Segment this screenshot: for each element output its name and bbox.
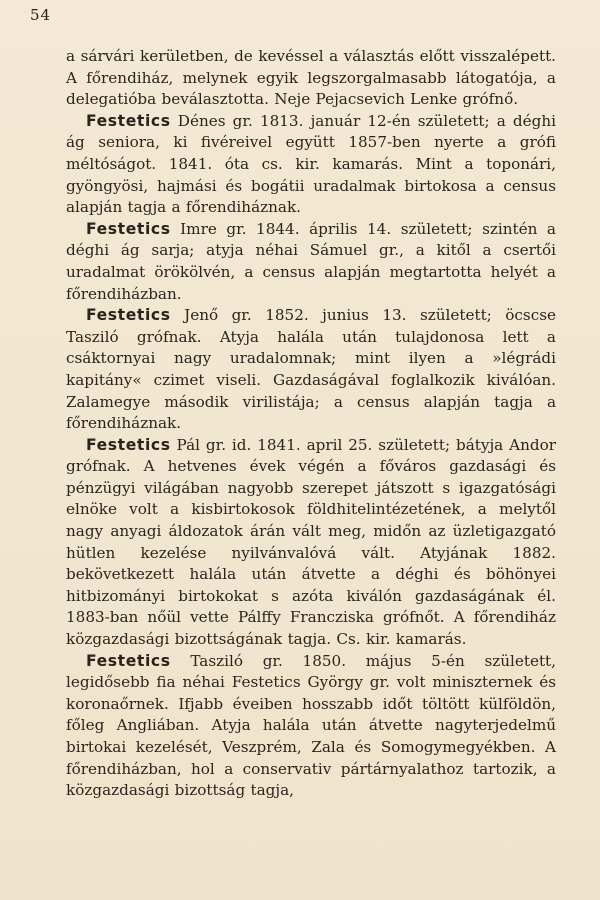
entry-surname: Festetics [86,111,171,130]
entry-festetics-taszilo [66,651,556,802]
entry-surname: Festetics [86,651,171,670]
entry-festetics-jeno [66,305,556,435]
entry-text: Jenő gr. 1852. junius 13. született; öcscse Tasziló grófnak. Atyja halála után tulajdonosa lett a csáktornyai nagy uradalomnak; mint ilyen a »légrádi kapitány« czimet viseli. Gazdaságával foglalkozik kiválóan. Zalamegye második virilistája; a census alapján tagja a főrendiháznak. [66,306,556,433]
page-number: 54 [30,6,52,24]
entry-festetics-imre [66,219,556,305]
entry-surname: Festetics [86,219,171,238]
entry-text: Imre gr. 1844. április 14. született; szintén a déghi ág sarja; atyja néhai Sámuel gr., a kitől a csertői uradalmat örökölvén, a census alapján megtartotta helyét a főrendiházban. [66,219,556,303]
entry-festetics-pal [66,435,556,651]
paragraph-continuation [66,46,556,111]
entry-surname: Festetics [86,306,171,325]
paragraph-text: a sárvári kerületben, de kevéssel a választás előtt visszalépett. A főrendiház, melynek egyik legszorgalmasabb látogatója, a delegatióba beválasztotta. Neje Pejacsevich Lenke grófnő. [66,47,556,109]
entry-text: Dénes gr. 1813. január 12-én született; a déghi ág seniora, ki fivéreivel együtt 1857-ben nyerte a grófi méltóságot. 1841. óta cs. kir. kamarás. Mint a toponári, gyöngyösi, hajmási és bogátii uradalmak birtokosa a census alapján tagja a főrendiháznak. [66,111,556,217]
entry-festetics-denes [66,111,556,219]
entry-text: Pál gr. id. 1841. april 25. született; bátyja Andor grófnak. A hetvenes évek végén a főváros gazdasági és pénzügyi világában nagyobb szerepet játszott s igazgatósági elnöke volt a kisbirtokosok földhitelintézetének, a melytől nagy anyagi áldozatok árán vált meg, midőn az üzletigazgató hütlen kezelése nyilvánvalóvá vált. Atyjának 1882. bekövetkezett halála után átvette a déghi és böhönyei hitbizományi birtokokat s azóta kiválón gazdaságának él. 1883-ban nőül vette Pálffy Francziska grófnőt. A főrendiház közgazdasági bizottságának tagja. Cs. kir. kamarás. [66,435,556,649]
entry-surname: Festetics [86,435,171,454]
entry-text: Tasziló gr. 1850. május 5-én született, legidősebb fia néhai Festetics György gr. volt miniszternek és koronaőrnek. Ifjabb éveiben hosszabb időt töltött külföldön, főleg Angliában. Atyja halála után átvette nagyterjedelmű birtokai kezelését, Veszprém, Zala és Somogymegyékben. A főrendiházban, hol a conservativ pártárnyalathoz tartozik, a közgazdasági bizottság tagja, [66,651,556,800]
